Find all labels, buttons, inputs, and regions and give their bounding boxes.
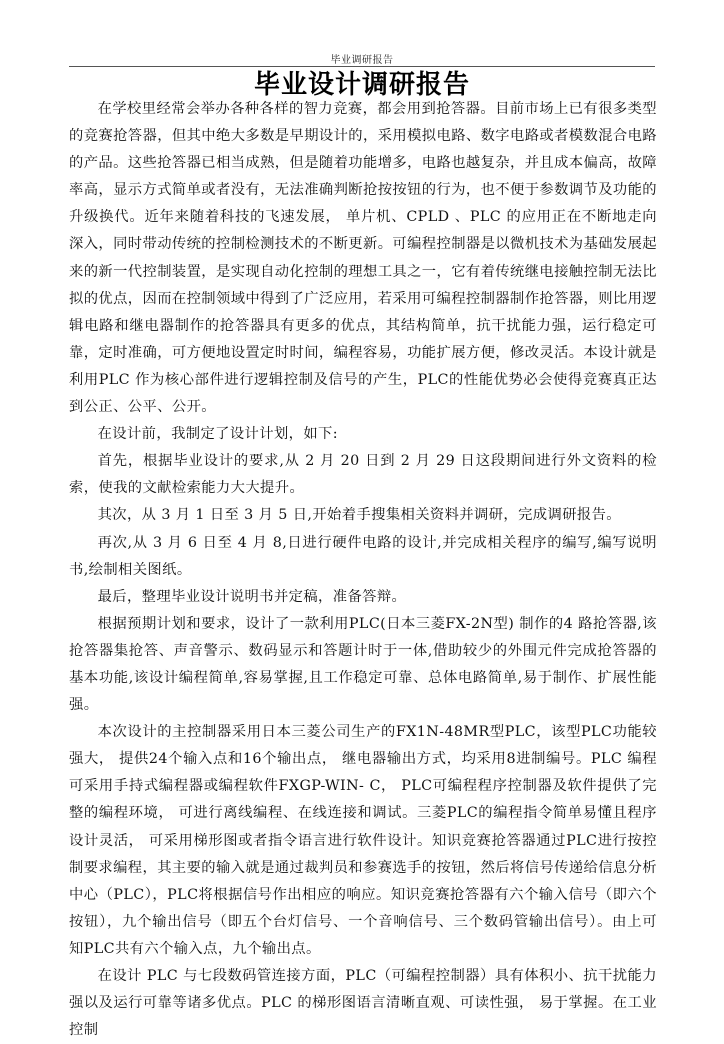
paragraph-plan-step-2: 其次，从 3 月 1 日至 3 月 5 日,开始着手搜集相关资料并调研，完成调研报告。: [97, 507, 621, 524]
paragraph-seven-segment: 在设计 PLC 与七段数码管连接方面，PLC（可编程控制器）具有体积小、抗干扰能力强以及运行可靠等诸多优点。PLC 的梯形图语言清晰直观、可读性强， 易于掌握。在工业控制: [69, 968, 657, 1039]
paragraph-plan-step-1: 首先，根据毕业设计的要求,从 2 月 20 日到 2 月 29 日这段期间进行外文资料的检索，使我的文献检索能力大大提升。: [69, 453, 657, 497]
paragraph-plan-intro: 在设计前，我制定了设计计划，如下:: [97, 426, 338, 443]
document-body: [69, 96, 657, 1044]
document-title: 毕业设计调研报告: [253, 70, 470, 100]
paragraph-design-summary: 根据预期计划和要求，设计了一款利用PLC(日本三菱FX-2N型) 制作的4 路抢答器,该抢答器集抢答、声音警示、数码显示和答题计时于一体,借助较少的外围元件完成抢答器的基本功能,该设计编程简单,容易掌握,且工作稳定可靠、总体电路简单,易于制作、扩展性能强。: [69, 615, 657, 714]
running-header: 毕业调研报告: [330, 55, 394, 66]
paragraph-plan-step-3: 再次,从 3 月 6 日至 4 月 8,日进行硬件电路的设计,并完成相关程序的编写,编写说明书,绘制相关图纸。: [69, 534, 657, 578]
paragraph-plan-step-4: 最后，整理毕业设计说明书并定稿，准备答辩。: [97, 588, 407, 605]
paragraph-controller: 本次设计的主控制器采用日本三菱公司生产的FX1N-48MR型PLC，该型PLC功能较强大， 提供24个输入点和16个输出点， 继电器输出方式，均采用8进制编号。PLC 编程可采用手持式编程器或编程软件FXGP-WIN- C， PLC可编程程序控制器及软件提供了完整的编程环境， 可进行离线编程、在线连接和调试。三菱PLC的编程指令简单易懂且程序设计灵活， 可采用梯形图或者指令语言进行软件设计。知识竞赛抢答器通过PLC进行按控制要求编程，其主要的输入就是通过裁判员和参赛选手的按钮，然后将信号传递给信息分析中心（PLC），PLC将根据信号作出相应的响应。知识竞赛抢答器有六个输入信号（即六个按钮），九个输出信号（即五个台灯信号、一个音响信号、三个数码管输出信号）。由上可知PLC共有六个输入点，九个输出点。: [69, 724, 657, 957]
paragraph-intro: 在学校里经常会举办各种各样的智力竞赛，都会用到抢答器。目前市场上已有很多类型的竞赛抢答器，但其中绝大多数是早期设计的，采用模拟电路、数字电路或者模数混合电路的产品。这些抢答器已相当成熟，但是随着功能增多，电路也越复杂，并且成本偏高，故障率高，显示方式简单或者没有，无法准确判断抢按按钮的行为，也不便于参数调节及功能的升级换代。近年来随着科技的飞速发展， 单片机、CPLD 、PLC 的应用正在不断地走向深入，同时带动传统的控制检测技术的不断更新。可编程控制器是以微机技术为基础发展起来的新一代控制装置，是实现自动化控制的理想工具之一，它有着传统继电接触控制无法比拟的优点，因而在控制领域中得到了广泛应用，若采用可编程控制器制作抢答器，则比用逻辑电路和继电器制作的抢答器具有更多的优点，其结构简单，抗干扰能力强，运行稳定可靠，定时准确，可方便地设置定时时间，编程容易，功能扩展方便，修改灵活。本设计就是利用PLC 作为核心部件进行逻辑控制及信号的产生，PLC的性能优势必会使得竞赛真正达到公正、公平、公开。: [69, 101, 657, 416]
